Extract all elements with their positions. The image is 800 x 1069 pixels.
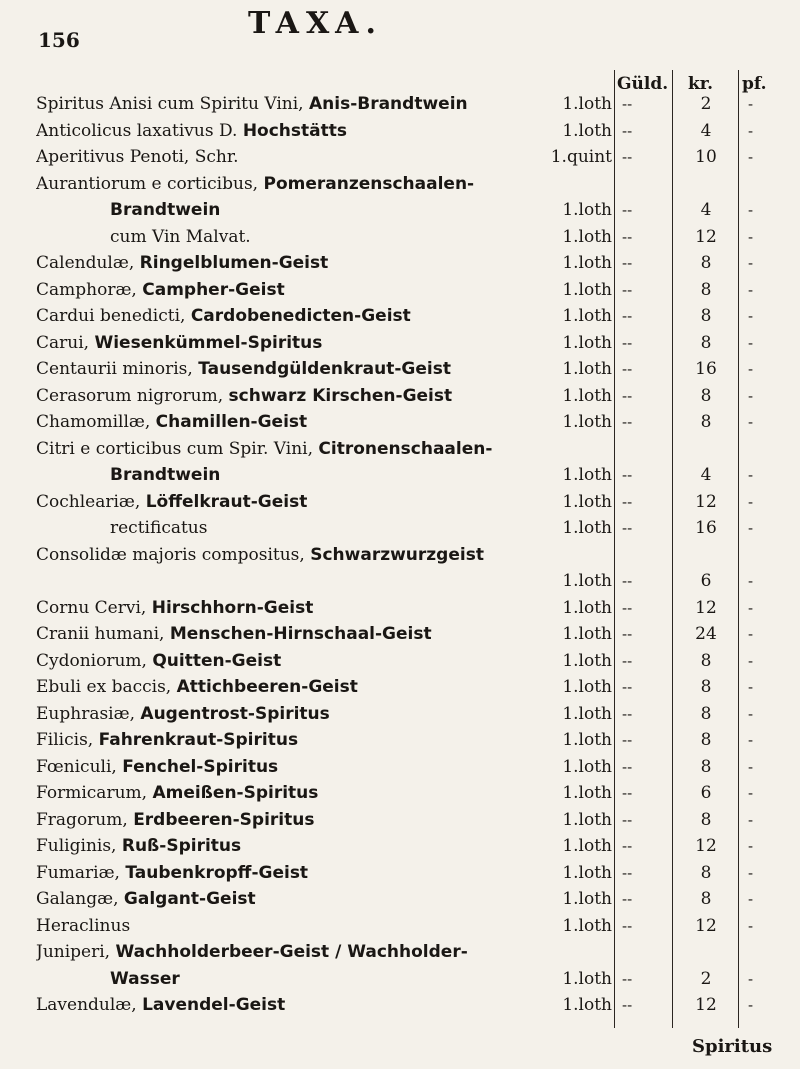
price-gulden: -- <box>622 227 633 246</box>
price-pfennig: - <box>748 254 754 272</box>
entry-german-name: Campher-Geist <box>142 279 285 300</box>
table-row <box>0 251 800 278</box>
table-row <box>0 675 800 702</box>
entry-quantity: 1.loth <box>562 385 612 406</box>
price-gulden: -- <box>622 519 633 537</box>
table-row <box>0 331 800 358</box>
entry-german-name: Wiesenkümmel-Spiritus <box>94 332 323 353</box>
price-kreuzer: 8 <box>700 756 712 777</box>
entry-quantity: 1.loth <box>562 359 612 379</box>
entry-quantity: 1.loth <box>562 226 612 247</box>
table-row <box>0 278 800 305</box>
entry-german-name: Ringelblumen-Geist <box>139 253 329 273</box>
table-row <box>0 145 800 172</box>
price-gulden: -- <box>622 996 633 1014</box>
price-kreuzer: 16 <box>695 518 717 538</box>
entry-latin-name: Centaurii minoris, <box>36 359 199 379</box>
price-gulden: -- <box>622 625 633 643</box>
price-pfennig: - <box>748 280 754 299</box>
entry-quantity: 1.loth <box>562 518 612 538</box>
table-row <box>0 384 800 411</box>
price-kreuzer: 12 <box>695 226 717 247</box>
price-gulden: -- <box>622 492 633 511</box>
price-gulden: -- <box>622 333 633 352</box>
entry-german-name: Fenchel-Spiritus <box>122 756 279 777</box>
entry-german-name: Hochstätts <box>242 120 347 141</box>
entry-german-name: Ruß-Spiritus <box>121 836 242 856</box>
entry-quantity: 1.loth <box>562 120 612 141</box>
entry-latin-name: Formicarum, <box>36 783 153 803</box>
entry-label <box>36 437 616 462</box>
price-gulden: -- <box>622 201 633 219</box>
entry-quantity: 1.loth <box>562 968 612 989</box>
price-pfennig: - <box>748 466 754 484</box>
column-header-pfennig: pf. <box>742 74 767 94</box>
table-row <box>0 92 800 119</box>
price-gulden: -- <box>622 916 633 935</box>
price-gulden: -- <box>622 280 633 299</box>
price-kreuzer: 8 <box>700 703 712 724</box>
price-gulden: -- <box>622 969 633 988</box>
price-kreuzer: 8 <box>700 677 712 697</box>
entry-german-name: Wasser <box>110 968 180 989</box>
price-pfennig: - <box>748 598 754 617</box>
entry-label <box>36 940 616 965</box>
entry-latin-name: Anticolicus laxativus D. <box>36 120 243 141</box>
entry-latin-name: Cornu Cervi, <box>36 597 152 618</box>
price-pfennig: - <box>748 810 754 829</box>
entry-german-name: Löffelkraut-Geist <box>145 491 308 512</box>
table-row <box>0 728 800 755</box>
price-gulden: -- <box>622 121 633 140</box>
price-kreuzer: 8 <box>700 332 712 353</box>
table-row <box>0 304 800 331</box>
entry-latin-name: Fumariæ, <box>36 862 126 883</box>
table-row <box>0 702 800 729</box>
entry-latin-name: Galangæ, <box>36 889 124 909</box>
table-row <box>0 781 800 808</box>
price-gulden: -- <box>622 572 633 590</box>
entry-quantity: 1.loth <box>562 889 612 909</box>
table-row <box>0 569 800 596</box>
entry-label <box>36 543 616 568</box>
price-gulden: -- <box>622 810 633 829</box>
entry-german-name: Brandtwein <box>110 200 221 220</box>
entry-quantity: 1.loth <box>562 624 612 644</box>
price-pfennig: - <box>748 333 754 352</box>
price-kreuzer: 8 <box>700 306 712 326</box>
entry-latin-name: Fuliginis, <box>36 836 122 856</box>
table-row <box>0 993 800 1020</box>
entry-german-name: Brandtwein <box>110 465 221 485</box>
entry-german-name: Attichbeeren-Geist <box>176 677 358 697</box>
price-gulden: -- <box>622 837 633 855</box>
price-kreuzer: 4 <box>700 465 712 485</box>
entry-german-name: Chamillen-Geist <box>155 412 308 432</box>
price-kreuzer: 8 <box>700 412 712 432</box>
table-row <box>0 543 800 570</box>
price-gulden: -- <box>622 307 633 325</box>
entry-quantity: 1.loth <box>562 650 612 671</box>
table-row <box>0 463 800 490</box>
entry-quantity: 1.loth <box>562 412 612 432</box>
table-row <box>0 755 800 782</box>
entry-latin-name: Cardui benedicti, <box>36 306 191 326</box>
catchword: Spiritus <box>692 1036 773 1057</box>
price-kreuzer: 6 <box>700 571 712 591</box>
price-gulden: -- <box>622 757 633 776</box>
table-row <box>0 940 800 967</box>
table-row <box>0 119 800 146</box>
entry-latin-name: Cydoniorum, <box>36 650 153 671</box>
price-kreuzer: 8 <box>700 253 712 273</box>
price-kreuzer: 12 <box>695 836 717 856</box>
table-row <box>0 437 800 464</box>
entry-quantity: 1.loth <box>562 253 612 273</box>
page-number: 156 <box>38 28 80 52</box>
entry-quantity: 1.loth <box>562 279 612 300</box>
entry-latin-name: Heraclinus <box>36 915 131 936</box>
price-pfennig: - <box>748 863 754 882</box>
entry-german-name: Pomeranzenschaalen- <box>263 173 475 194</box>
entry-latin-name: Ebuli ex baccis, <box>36 677 177 697</box>
price-kreuzer: 12 <box>695 995 717 1015</box>
price-pfennig: - <box>748 678 754 696</box>
table-row <box>0 967 800 994</box>
entry-german-name: Augentrost-Spiritus <box>140 703 330 724</box>
entry-latin-name: Fragorum, <box>36 809 134 830</box>
price-kreuzer: 8 <box>700 862 712 883</box>
price-gulden: -- <box>622 413 633 431</box>
entry-german-name: Citronenschaalen- <box>318 438 493 459</box>
entry-latin-name: rectificatus <box>110 518 208 538</box>
price-gulden: -- <box>622 651 633 670</box>
table-row <box>0 357 800 384</box>
price-gulden: -- <box>622 678 633 696</box>
entry-german-name: Ameißen-Spiritus <box>152 783 319 803</box>
price-kreuzer: 12 <box>695 491 717 512</box>
running-head: TAXA. <box>248 6 383 41</box>
entry-latin-name: Aurantiorum e corticibus, <box>36 173 264 194</box>
price-pfennig: - <box>748 969 754 988</box>
price-kreuzer: 8 <box>700 279 712 300</box>
price-pfennig: - <box>748 837 754 855</box>
entry-german-name: schwarz Kirschen-Geist <box>228 385 453 406</box>
entry-quantity: 1.loth <box>562 995 612 1015</box>
entry-latin-name: Fœniculi, <box>36 756 123 777</box>
entry-quantity: 1.loth <box>562 703 612 724</box>
table-row <box>0 914 800 941</box>
price-kreuzer: 24 <box>695 624 717 644</box>
entry-quantity: 1.loth <box>562 571 612 591</box>
entry-quantity: 1.loth <box>562 597 612 618</box>
table-row <box>0 516 800 543</box>
price-pfennig: - <box>748 572 754 590</box>
entry-german-name: Tausendgüldenkraut-Geist <box>198 359 451 379</box>
table-row <box>0 808 800 835</box>
entry-quantity: 1.loth <box>562 862 612 883</box>
entry-latin-name: Cranii humani, <box>36 624 170 644</box>
price-kreuzer: 2 <box>700 94 712 114</box>
entry-quantity: 1.loth <box>562 200 612 220</box>
entry-quantity: 1.loth <box>562 306 612 326</box>
table-row <box>0 172 800 199</box>
price-gulden: -- <box>622 254 633 272</box>
entry-latin-name: Lavendulæ, <box>36 995 143 1015</box>
entry-quantity: 1.loth <box>562 836 612 856</box>
entry-latin-name: Carui, <box>36 332 95 353</box>
entry-quantity: 1.loth <box>562 465 612 485</box>
entry-latin-name: Spiritus Anisi cum Spiritu Vini, <box>36 94 309 114</box>
price-kreuzer: 6 <box>700 783 712 803</box>
entry-german-name: Quitten-Geist <box>152 650 282 671</box>
price-pfennig: - <box>748 121 754 140</box>
table-row <box>0 834 800 861</box>
entry-german-name: Hirschhorn-Geist <box>151 597 314 618</box>
price-pfennig: - <box>748 916 754 935</box>
entry-german-name: Wachholderbeer-Geist / Wachholder- <box>115 942 468 962</box>
price-pfennig: - <box>748 625 754 643</box>
entry-quantity: 1.loth <box>562 730 612 750</box>
column-header-kreuzer: kr. <box>688 74 714 94</box>
price-pfennig: - <box>748 386 754 405</box>
price-gulden: -- <box>622 95 633 113</box>
entry-quantity: 1.loth <box>562 915 612 936</box>
entry-latin-name: Calendulæ, <box>36 253 140 273</box>
price-pfennig: - <box>748 307 754 325</box>
price-kreuzer: 12 <box>695 915 717 936</box>
price-gulden: -- <box>622 148 633 166</box>
entry-german-name: Erdbeeren-Spiritus <box>133 809 315 830</box>
entry-latin-name: Cochleariæ, <box>36 491 146 512</box>
price-gulden: -- <box>622 466 633 484</box>
price-pfennig: - <box>748 360 754 378</box>
price-gulden: -- <box>622 360 633 378</box>
price-kreuzer: 2 <box>700 968 712 989</box>
entry-german-name: Taubenkropff-Geist <box>125 862 309 883</box>
entry-latin-name: Citri e corticibus cum Spir. Vini, <box>36 438 319 459</box>
price-kreuzer: 8 <box>700 809 712 830</box>
price-kreuzer: 8 <box>700 650 712 671</box>
price-pfennig: - <box>748 95 754 113</box>
price-pfennig: - <box>748 492 754 511</box>
price-pfennig: - <box>748 704 754 723</box>
table-row <box>0 490 800 517</box>
price-pfennig: - <box>748 148 754 166</box>
price-kreuzer: 16 <box>695 359 717 379</box>
price-gulden: -- <box>622 890 633 908</box>
entry-latin-name: Consolidæ majoris compositus, <box>36 544 311 565</box>
entry-german-name: Anis-Brandtwein <box>308 94 468 114</box>
price-kreuzer: 4 <box>700 120 712 141</box>
price-pfennig: - <box>748 227 754 246</box>
price-kreuzer: 8 <box>700 385 712 406</box>
entry-quantity: 1.loth <box>562 756 612 777</box>
table-row <box>0 622 800 649</box>
price-pfennig: - <box>748 890 754 908</box>
price-pfennig: - <box>748 784 754 802</box>
entry-german-name: Galgant-Geist <box>123 889 256 909</box>
entry-quantity: 1.loth <box>562 94 612 114</box>
table-row <box>0 225 800 252</box>
entry-quantity: 1.quint <box>550 147 612 167</box>
entry-german-name: Cardobenedicten-Geist <box>190 306 411 326</box>
price-pfennig: - <box>748 201 754 219</box>
table-row <box>0 887 800 914</box>
entry-quantity: 1.loth <box>562 332 612 353</box>
price-gulden: -- <box>622 386 633 405</box>
price-pfennig: - <box>748 996 754 1014</box>
entry-latin-name: Euphrasiæ, <box>36 703 141 724</box>
table-row <box>0 198 800 225</box>
price-pfennig: - <box>748 731 754 749</box>
table-row <box>0 596 800 623</box>
price-pfennig: - <box>748 757 754 776</box>
price-gulden: -- <box>622 731 633 749</box>
entry-latin-name: Chamomillæ, <box>36 412 156 432</box>
entry-latin-name: Cerasorum nigrorum, <box>36 385 229 406</box>
entry-quantity: 1.loth <box>562 783 612 803</box>
entry-quantity: 1.loth <box>562 677 612 697</box>
price-kreuzer: 8 <box>700 730 712 750</box>
entry-label <box>36 172 616 197</box>
entry-german-name: Lavendel-Geist <box>142 995 286 1015</box>
price-kreuzer: 4 <box>700 200 712 220</box>
table-row <box>0 861 800 888</box>
entry-german-name: Fahrenkraut-Spiritus <box>98 730 299 750</box>
price-kreuzer: 12 <box>695 597 717 618</box>
price-gulden: -- <box>622 704 633 723</box>
entry-latin-name: Aperitivus Penoti, Schr. <box>36 147 239 167</box>
price-kreuzer: 10 <box>695 147 717 167</box>
price-kreuzer: 8 <box>700 889 712 909</box>
entry-latin-name: cum Vin Malvat. <box>110 226 251 247</box>
price-gulden: -- <box>622 784 633 802</box>
entry-german-name: Schwarzwurzgeist <box>310 544 484 565</box>
entry-latin-name: Juniperi, <box>36 942 116 962</box>
price-pfennig: - <box>748 651 754 670</box>
price-pfennig: - <box>748 413 754 431</box>
table-row <box>0 649 800 676</box>
entry-quantity: 1.loth <box>562 491 612 512</box>
entry-latin-name: Filicis, <box>36 730 99 750</box>
entry-quantity: 1.loth <box>562 809 612 830</box>
table-row <box>0 410 800 437</box>
column-header-gulden: Güld. <box>617 74 669 94</box>
price-gulden: -- <box>622 863 633 882</box>
price-pfennig: - <box>748 519 754 537</box>
price-gulden: -- <box>622 598 633 617</box>
entry-latin-name: Camphoræ, <box>36 279 143 300</box>
entry-german-name: Menschen-Hirnschaal-Geist <box>169 624 432 644</box>
